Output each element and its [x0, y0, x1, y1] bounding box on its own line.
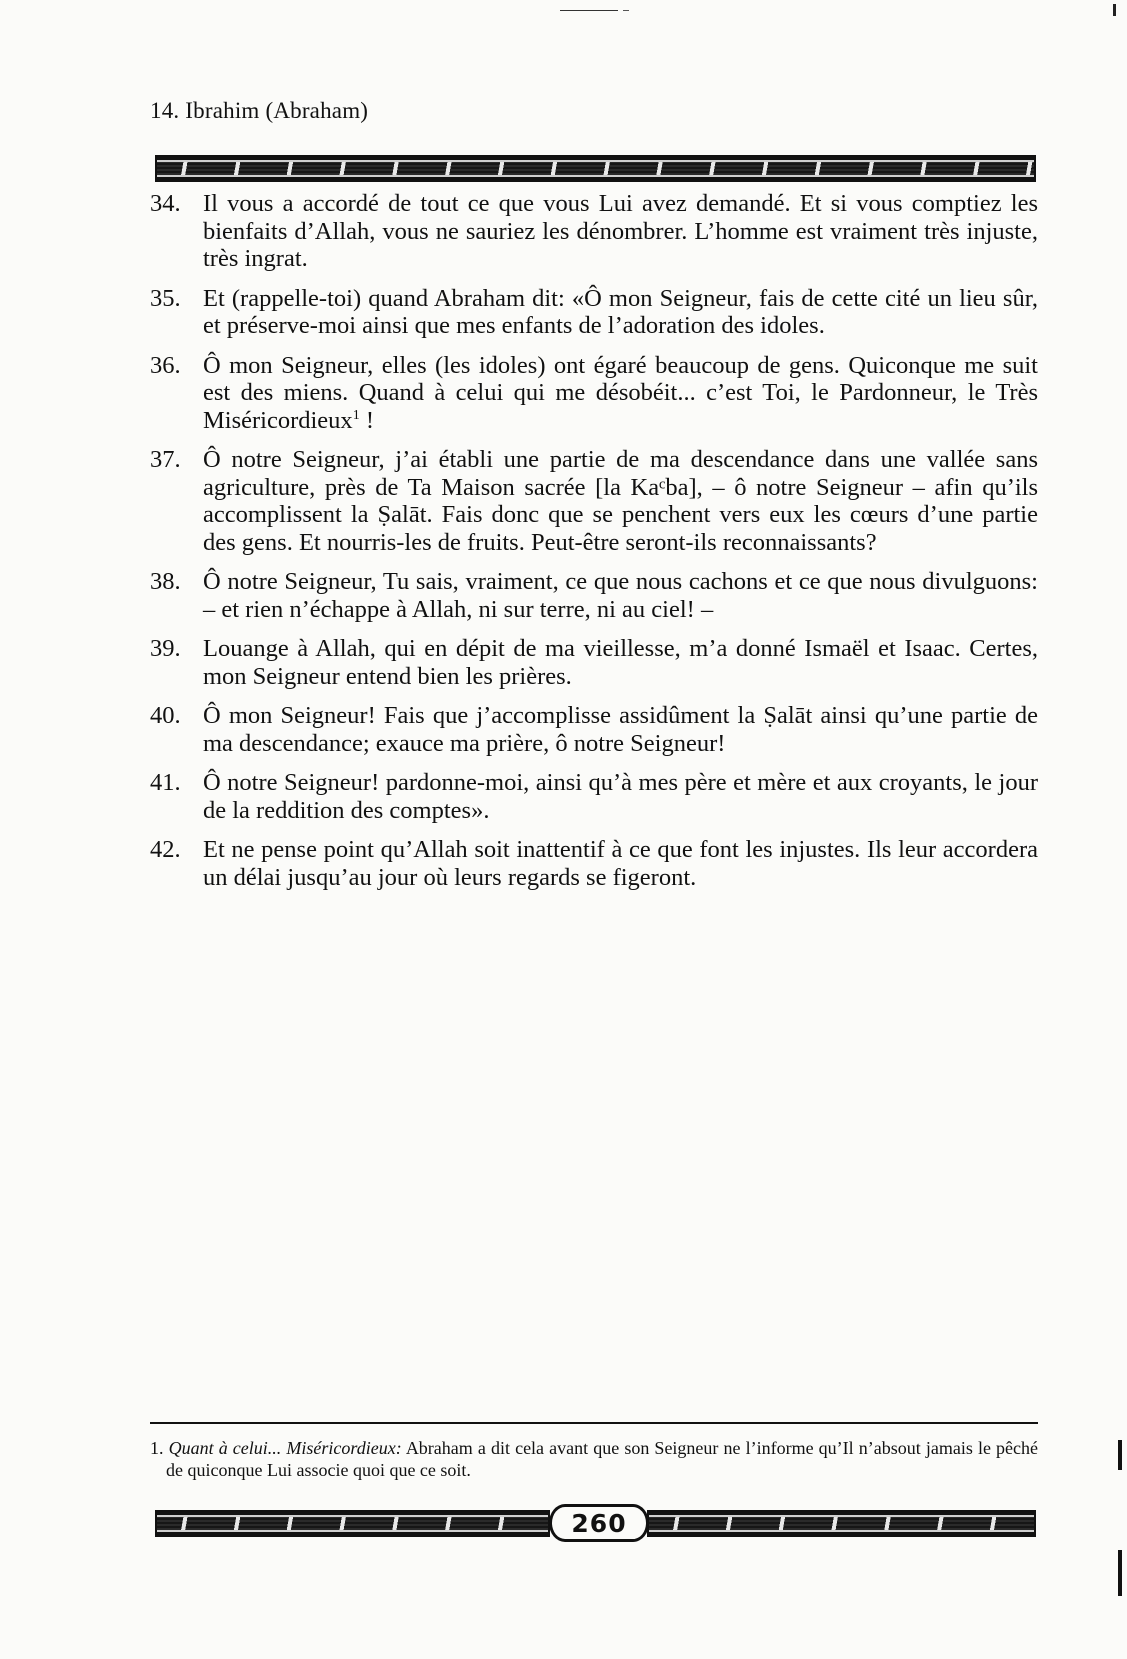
ornamental-chain-band-left: [155, 1510, 550, 1537]
verse-text: Ô notre Seigneur, Tu sais, vraiment, ce que nous cachons et ce que nous divulguons: – et rien n’échappe à Allah, ni sur terre, ni au ciel! –: [203, 568, 1038, 623]
verse-item: [150, 285, 1038, 340]
verse-number: 40.: [150, 702, 181, 729]
verse-text: Ô mon Seigneur, elles (les idoles) ont égaré beaucoup de gens. Quiconque me suit est des miens. Quand à celui qui me désobéit... c’est Toi, le Pardonneur, le Très Miséricordieux: [203, 351, 1038, 434]
verse-item: [150, 352, 1038, 435]
verse-text: Il vous a accordé de tout ce que vous Lui avez demandé. Et si vous comptiez les bienfaits d’Allah, vous ne sauriez les dénombrer. L’homme est vraiment très injuste, très ingrat.: [203, 190, 1038, 272]
chain-ornament: [157, 160, 1034, 177]
page-number: 260: [549, 1504, 649, 1542]
verse-number: 36.: [150, 351, 181, 379]
verse-number: 37.: [150, 446, 181, 473]
verse-item: [150, 190, 1038, 273]
verse-item: [150, 446, 1038, 556]
verse-text: Et ne pense point qu’Allah soit inattentif à ce que font les injustes. Ils leur accordera un délai jusqu’au jour où leurs regards se figeront.: [203, 836, 1038, 891]
footnote-marker: 1.: [150, 1438, 164, 1458]
scan-artifact-rule: [623, 10, 629, 11]
chain-ornament: [157, 1515, 548, 1532]
verse-number: 41.: [150, 769, 181, 796]
verse-text: Et (rappelle-toi) quand Abraham dit: «Ô mon Seigneur, fais de cette cité un lieu sûr, et préserve-moi ainsi que mes enfants de l’adoration des idoles.: [203, 284, 1038, 339]
chain-ornament: [649, 1515, 1034, 1532]
footnote-lemma: Quant à celui... Miséricordieux:: [168, 1438, 402, 1458]
verse-text: Ô mon Seigneur! Fais que j’accomplisse assidûment la Ṣalāt ainsi qu’une partie de ma descendance; exauce ma prière, ô notre Seigneur!: [203, 702, 1038, 757]
verse-item: [150, 769, 1038, 824]
verse-item: [150, 836, 1038, 891]
ornamental-chain-band-top: [155, 155, 1036, 182]
verse-text-wrapper: [203, 352, 1038, 434]
verse-item: [150, 568, 1038, 623]
verse-number: 34.: [150, 190, 181, 217]
verse-number: 42.: [150, 836, 181, 863]
scan-edge-mark: [1118, 1550, 1122, 1596]
verse-number: 38.: [150, 568, 181, 595]
verse-text: Louange à Allah, qui en dépit de ma vieillesse, m’a donné Ismaël et Isaac. Certes, mon Seigneur entend bien les prières.: [203, 635, 1038, 690]
verse-item: [150, 635, 1038, 690]
footnote-reference[interactable]: 1: [352, 407, 360, 423]
scan-edge-mark: [1118, 1440, 1122, 1470]
verse-text: Ô notre Seigneur! pardonne-moi, ainsi qu’à mes père et mère et aux croyants, le jour de la reddition des comptes».: [203, 769, 1038, 824]
running-title: 14. Ibrahim (Abraham): [150, 98, 369, 123]
footnote-text: Abraham a dit cela avant que son Seigneur ne l’informe qu’Il n’absout jamais le pêché de quiconque Lui associe quoi que ce soit.: [166, 1438, 1039, 1480]
verse-list: [150, 190, 1038, 903]
scan-edge-mark: [1113, 4, 1116, 16]
ornamental-chain-band-right: [647, 1510, 1036, 1537]
verse-number: 35.: [150, 284, 181, 312]
scan-artifact-rule: [560, 10, 618, 11]
verse-number: 39.: [150, 635, 181, 662]
verse-item: [150, 702, 1038, 757]
footnote: [150, 1437, 1038, 1481]
verse-text-tail: !: [359, 406, 374, 434]
verse-text: Ô notre Seigneur, j’ai établi une partie de ma descendance dans une vallée sans agriculture, près de Ta Maison sacrée [la Kaᶜba], – ô notre Seigneur – afin qu’ils accomplissent la Ṣalāt. Fais donc que se penchent vers eux les cœurs d’une partie des gens. Et nourris-les de fruits. Peut-être seront-ils reconnaissants?: [203, 446, 1038, 556]
footnote-divider: [150, 1422, 1038, 1424]
